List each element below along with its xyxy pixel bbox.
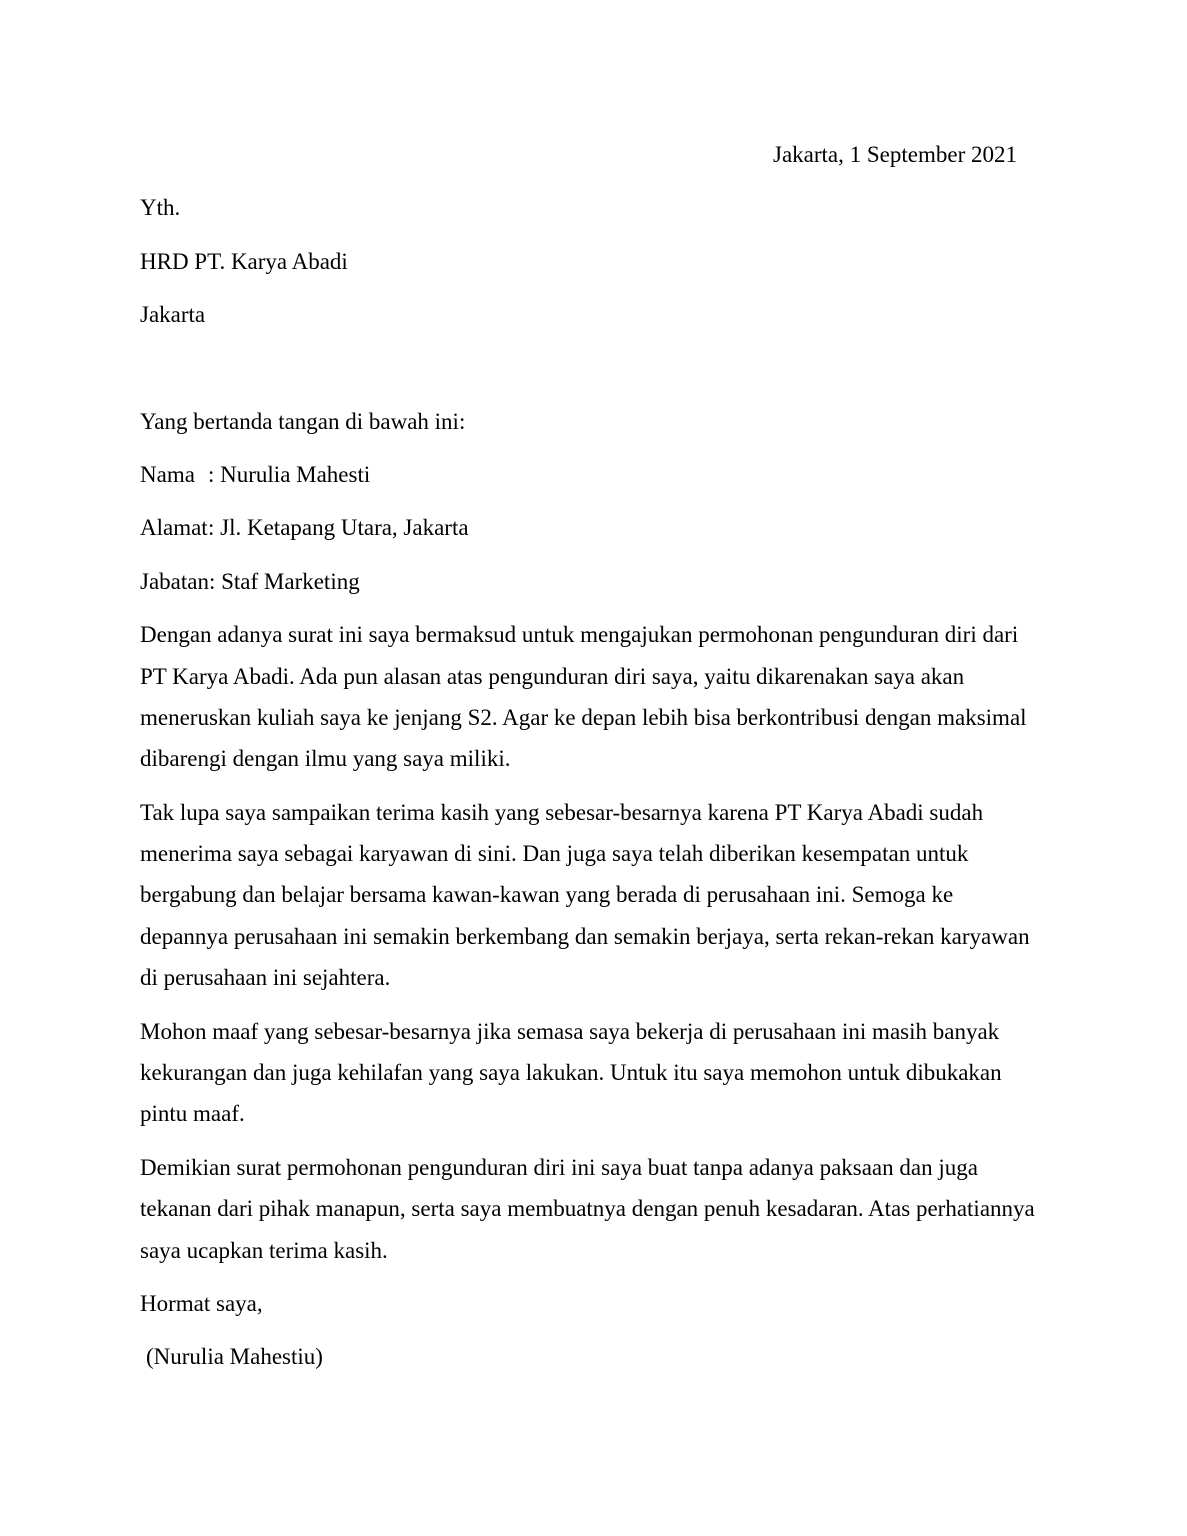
body-paragraph: Demikian surat permohonan pengunduran diri ini saya buat tanpa adanya paksaan dan juga tekanan dari pihak manapun, serta saya membuatnya dengan penuh kesadaran. Atas perhatiannya saya ucapkan terima kasih.	[140, 1154, 1035, 1263]
letter-body	[140, 614, 1047, 1271]
body-paragraph: Tak lupa saya sampaikan terima kasih yang sebesar-besarnya karena PT Karya Abadi sudah menerima saya sebagai karyawan di sini. Dan juga saya telah diberikan kesempatan untuk bergabung dan belajar bersama kawan-kawan yang berada di perusahaan ini. Semoga ke depannya perusahaan ini semakin berkembang dan semakin berjaya, serta rekan-rekan karyawan di perusahaan ini sejahtera.	[140, 799, 1030, 991]
identity-value: Staf Marketing	[221, 568, 360, 594]
closing-block	[140, 1283, 1047, 1378]
recipient-salutation: Yth.	[140, 195, 181, 221]
recipient-company: HRD PT. Karya Abadi	[140, 248, 348, 274]
identity-value: Jl. Ketapang Utara, Jakarta	[220, 515, 469, 541]
identity-label: Alamat	[140, 515, 208, 541]
identity-separator: :	[208, 568, 216, 594]
opening-line: Yang bertanda tangan di bawah ini:	[140, 408, 466, 434]
identity-separator: :	[208, 515, 215, 541]
recipient-block	[140, 187, 1047, 335]
recipient-city: Jakarta	[140, 302, 206, 328]
body-paragraph: Mohon maaf yang sebesar-besarnya jika semasa saya bekerja di perusahaan ini masih banyak kekurangan dan juga kehilafan yang saya lakukan. Untuk itu saya memohon untuk dibukakan pintu maaf.	[140, 1018, 1002, 1127]
body-paragraph: Dengan adanya surat ini saya bermaksud untuk mengajukan permohonan pengunduran diri dari PT Karya Abadi. Ada pun alasan atas pengunduran diri saya, yaitu dikarenakan saya akan meneruskan kuliah saya ke jenjang S2. Agar ke depan lebih bisa berkontribusi dengan maksimal dibarengi dengan ilmu yang saya miliki.	[140, 622, 1027, 772]
identity-value: Nurulia Mahesti	[220, 461, 371, 487]
identity-row-alamat	[140, 507, 1047, 548]
blank-paragraph	[140, 348, 1047, 401]
identity-row-jabatan	[140, 561, 1047, 602]
signature-name: (Nurulia Mahestiu)	[146, 1344, 323, 1370]
identity-row-nama	[140, 454, 1047, 495]
closing-salutation: Hormat saya,	[140, 1290, 263, 1316]
identity-label: Jabatan	[140, 568, 209, 594]
identity-label: Nama	[140, 461, 195, 487]
date-line: Jakarta, 1 September 2021	[773, 142, 1017, 167]
identity-block	[140, 454, 1047, 602]
identity-separator: :	[208, 461, 215, 487]
